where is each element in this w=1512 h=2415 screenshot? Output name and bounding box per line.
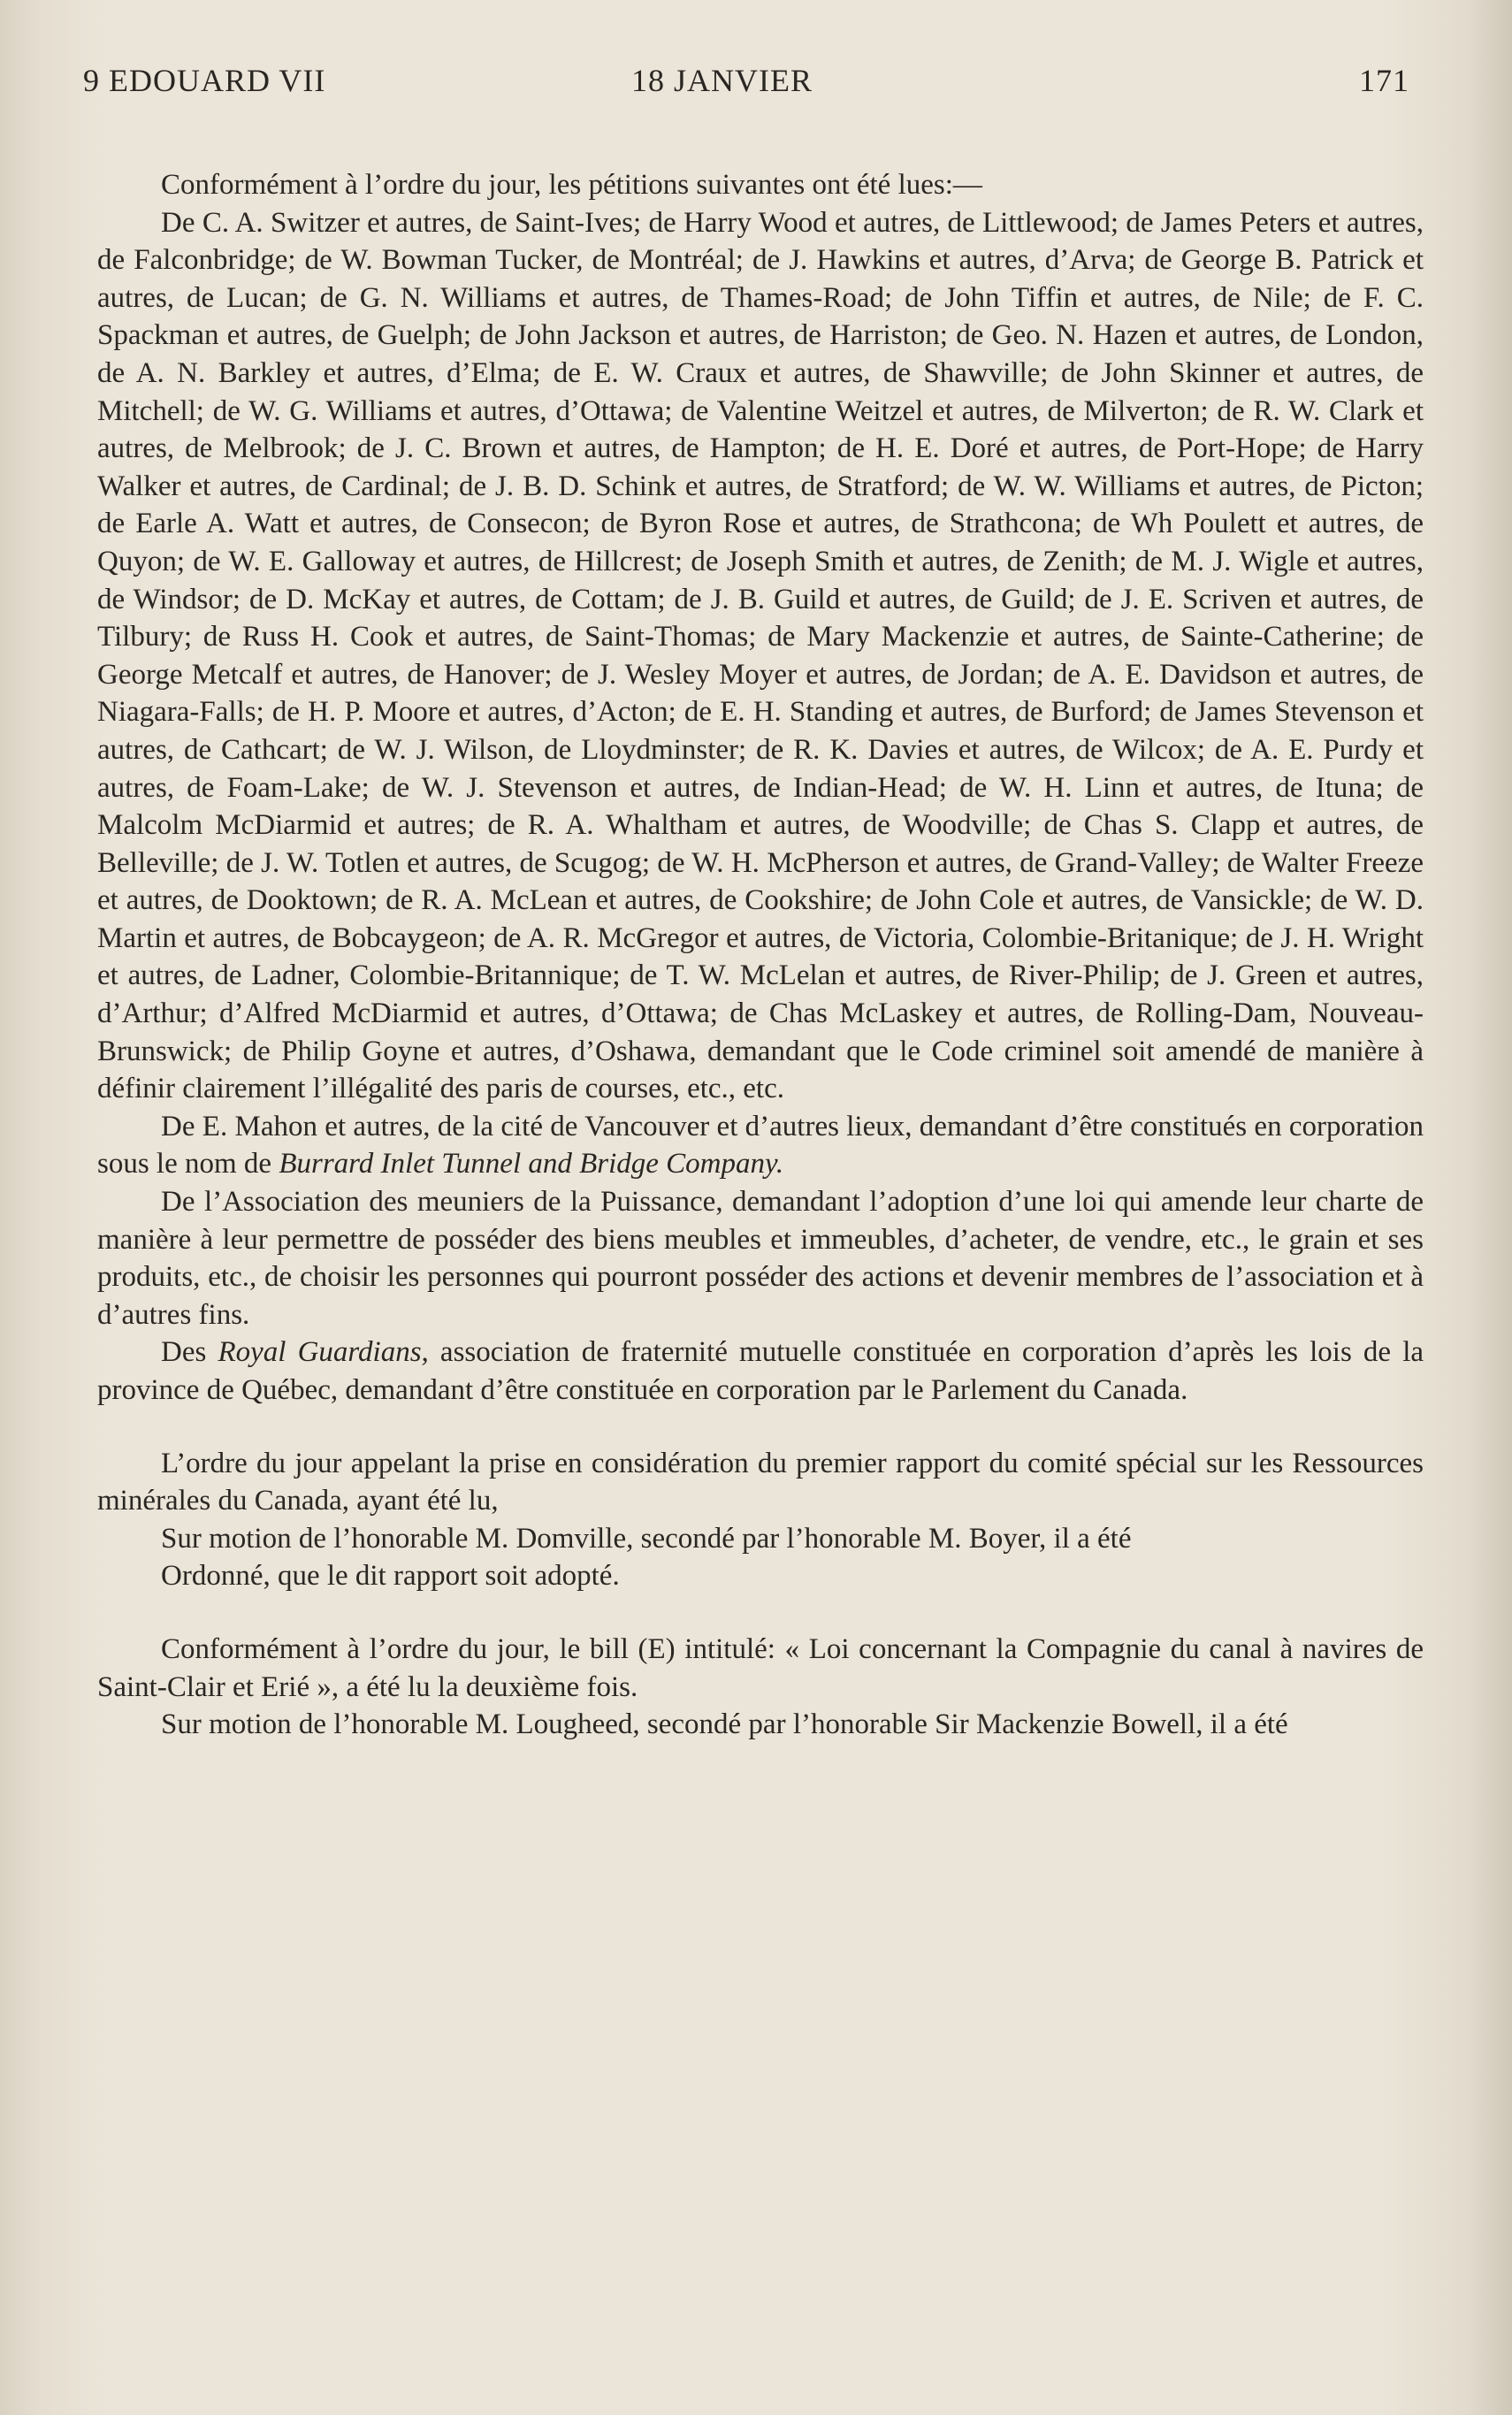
paragraph-petition-list: De C. A. Switzer et autres, de Saint-Ives; de Harry Wood et autres, de Littlewood; de James Peters et autres, de Falconbridge; de W. Bowman Tucker, de Montréal; de J. Hawkins et autres, d’Arva; de George B. Patrick et autres, de Lucan; de G. N. Williams et autres, de Thames-Road; de John Tiffin et autres, de Nile; de F. C. Spackman et autres, de Guelph; de John Jackson et autres, de Harriston; de Geo. N. Hazen et autres, de London, de A. N. Barkley et autres, d’Elma; de E. W. Craux et autres, de Shawville; de John Skinner et autres, de Mitchell; de W. G. Williams et autres, d’Ottawa; de Valentine Weitzel et autres, de Milverton; de R. W. Clark et autres, de Melbrook; de J. C. Brown et autres, de Hampton; de H. E. Doré et autres, de Port-Hope; de Harry Walker et autres, de Cardinal; de J. B. D. Schink et autres, de Stratford; de W. W. Williams et autres, de Picton; de Earle A. Watt et autres, de Consecon; de Byron Rose et autres, de Strathcona; de Wh Poulett et autres, de Quyon; de W. E. Galloway et autres, de Hillcrest; de Joseph Smith et autres, de Zenith; de M. J. Wigle et autres, de Windsor; de D. McKay et autres, de Cottam; de J. B. Guild et autres, de Guild; de J. E. Scriven et autres, de Tilbury; de Russ H. Cook et autres, de Saint-Thomas; de Mary Mackenzie et autres, de Sainte-Catherine; de George Metcalf et autres, de Hanover; de J. Wesley Moyer et autres, de Jordan; de A. E. Davidson et autres, de Niagara-Falls; de H. P. Moore et autres, d’Acton; de E. H. Standing et autres, de Burford; de James Stevenson et autres, de Cathcart; de W. J. Wilson, de Lloydminster; de R. K. Davies et autres, de Wilcox; de A. E. Purdy et autres, de Foam-Lake; de W. J. Stevenson et autres, de Indian-Head; de W. H. Linn et autres, de Ituna; de Malcolm McDiarmid et autres; de R. A. Whaltham et autres, de Woodville; de Chas S. Clapp et autres, de Belleville; de J. W. Totlen et autres, de Scugog; de W. H. McPherson et autres, de Grand-Valley; de Walter Freeze et autres, de Dooktown; de R. A. McLean et autres, de Cookshire; de John Cole et autres, de Vansickle; de W. D. Martin et autres, de Bobcaygeon; de A. R. McGregor et autres, de Victoria, Colombie-Britanique; de J. H. Wright et autres, de Ladner, Colombie-Britannique; de T. W. McLelan et autres, de River-Philip; de J. Green et autres, d’Arthur; d’Alfred McDiarmid et autres, d’Ottawa; de Chas McLaskey et autres, de Rolling-Dam, Nouveau-Brunswick; de Philip Goyne et autres, d’Oshawa, demandant que le Code criminel soit amendé de manière à définir clairement l’illégalité des paris de courses, etc., etc. <box>97 206 1424 1105</box>
paragraph-ordered: Ordonné, que le dit rapport soit adopté. <box>161 1560 620 1593</box>
section-gap <box>97 1595 1424 1631</box>
paragraph-order-of-day-report: L’ordre du jour appelant la prise en considération du premier rapport du comité spécial sur les Ressources minérales du Canada, ayant été lu, <box>97 1447 1424 1517</box>
paragraph-text: association de fraternité mutuelle constituée en corporation d’après les lois de la province de Québec, demandant d’être constituée en corporation par le Parlement du Canada. <box>97 1336 1424 1406</box>
paragraph-motion-lougheed: Sur motion de l’honorable M. Lougheed, secondé par l’honorable Sir Mackenzie Bowell, il a été <box>161 1708 1288 1741</box>
paragraph-millers-association: De l’Association des meuniers de la Puissance, demandant l’adoption d’une loi qui amende leur charte de manière à leur permettre de posséder des biens meubles et immeubles, d’acheter, de vendre, etc., le grain et ses produits, etc., de choisir les personnes qui pourront posséder des actions et devenir membres de l’association et à d’autres fins. <box>97 1186 1424 1331</box>
paragraph-bill-e: Conformément à l’ordre du jour, le bill (E) intitulé: « Loi concernant la Compagnie du canal à navires de Saint-Clair et Erié », a été lu la deuxième fois. <box>97 1632 1424 1703</box>
paragraph-intro: Conformément à l’ordre du jour, les pétitions suivantes ont été lues:— <box>161 169 982 201</box>
header-date: 18 JANVIER <box>631 63 813 98</box>
organization-name-italic: Royal Guardians, <box>218 1336 429 1369</box>
header-regnal-year: 9 EDOUARD VII <box>83 63 326 98</box>
paragraph-motion-domville: Sur motion de l’honorable M. Domville, secondé par l’honorable M. Boyer, il a été <box>161 1522 1132 1555</box>
section-gap <box>97 1410 1424 1445</box>
paragraph-text: Des <box>161 1336 218 1369</box>
page-header <box>83 62 1409 106</box>
paragraph-royal-guardians <box>97 1334 1424 1409</box>
page-number: 171 <box>1359 63 1409 98</box>
paragraph-text: De E. Mahon et autres, de la cité de Vancouver et d’autres lieux, demandant d’être constitués en corporation sous le nom de <box>97 1110 1424 1181</box>
company-name-italic: Burrard Inlet Tunnel and Bridge Company. <box>279 1148 784 1181</box>
paragraph-mahon-petition <box>97 1108 1424 1183</box>
page-body <box>97 166 1424 1744</box>
